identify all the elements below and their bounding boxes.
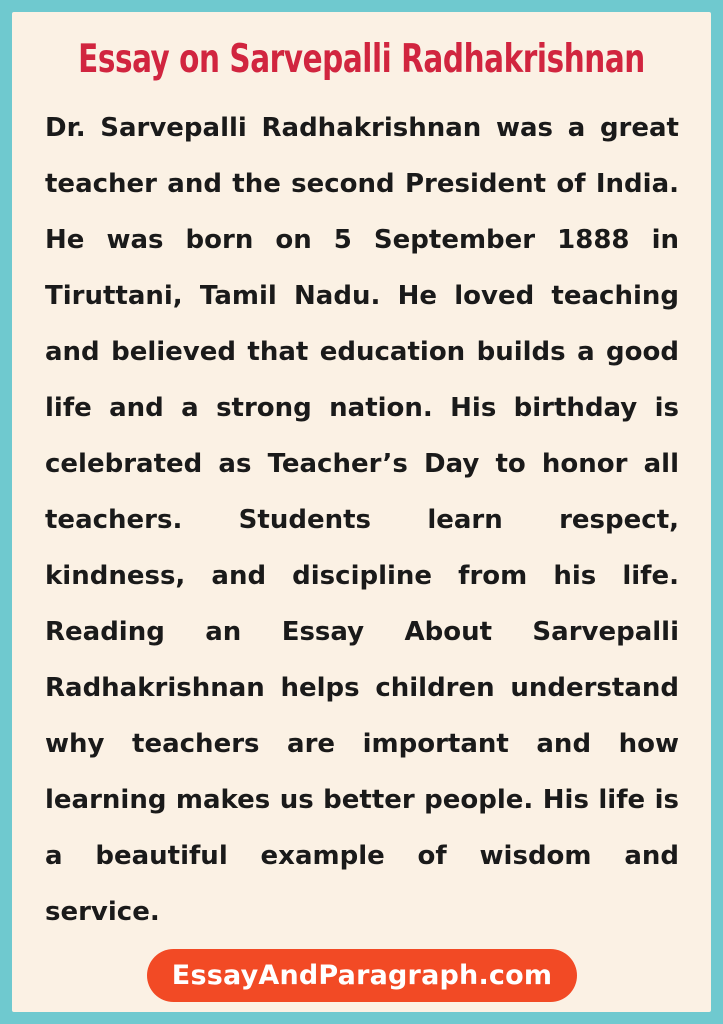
website-badge: EssayAndParagraph.com: [147, 949, 577, 1002]
essay-card: [12, 12, 711, 1012]
essay-title: Essay on Sarvepalli Radhakrishnan: [78, 37, 645, 82]
essay-paragraph: Dr. Sarvepalli Radhakrishnan was a great teacher and the second President of India. He was born on 5 September 1888 in Tiruttani, Tamil Nadu. He loved teaching and believed that education builds a good life and a strong nation. His birthday is celebrated as Teacher’s Day to honor all teachers. Students learn respect, kindness, and discipline from his life. Reading an Essay About Sarvepalli Radhakrishnan helps children understand why teachers are important and how learning makes us better people. His life is a beautiful example of wisdom and service.: [45, 113, 679, 927]
